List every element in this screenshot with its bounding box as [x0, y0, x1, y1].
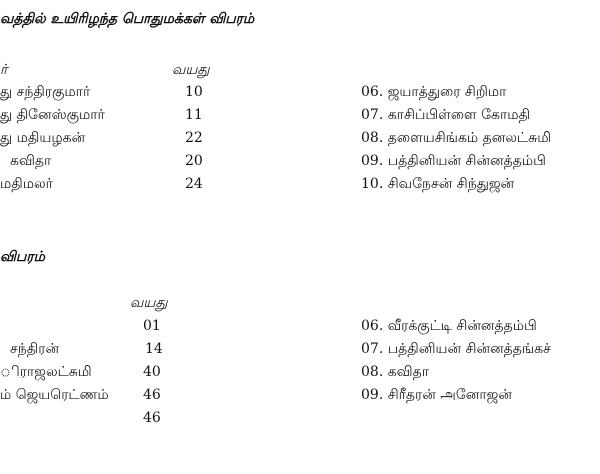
section-1-row-2-right: 07. காசிப்பிள்ளை கோமதி	[361, 107, 531, 123]
section-2-row-3-age: 40	[143, 364, 161, 380]
section-1-row-2-age: 11	[185, 107, 203, 123]
section-2-row-3-name: ிராஜலட்சுமி	[0, 364, 92, 380]
section-1-row-5-name: மதிமலர்	[0, 176, 53, 192]
section-2-row-4-age: 46	[143, 387, 161, 403]
section-1-row-1-age: 10	[185, 84, 203, 100]
section-1-row-5-age: 24	[185, 176, 203, 192]
section-1-row-3-right: 08. தளையசிங்கம் தனலட்சுமி	[361, 130, 551, 146]
section-2-row-4-right: 09. சிரீதரன் அனோஜன்	[361, 387, 512, 403]
section-2-row-4-name: ம் ஜெயரெட்ணம்	[0, 387, 109, 403]
section-1-row-4-right: 09. பத்தினியன் சின்னத்தம்பி	[361, 153, 546, 169]
section-2-title: விபரம்	[0, 249, 45, 265]
section-2-row-3-right: 08. கவிதா	[361, 364, 430, 380]
section-1-row-1-name: து சந்திரகுமார்	[0, 84, 91, 100]
section-2-row-2-right: 07. பத்தினியன் சின்னத்தங்கச்	[361, 341, 551, 357]
section-1-row-1-right: 06. ஜயாத்துரை சிறிமா	[361, 84, 507, 100]
section-1-row-2-name: து தினேஸ்குமார்	[0, 107, 105, 123]
section-2-row-2-age: 14	[145, 341, 163, 357]
section-1-row-4-name: கவிதா	[10, 153, 52, 169]
section-1-row-3-age: 22	[185, 130, 203, 146]
section-1-row-4-age: 20	[185, 153, 203, 169]
section-2-row-1-age: 01	[143, 318, 161, 334]
section-2-row-5-age: 46	[143, 410, 161, 426]
section-1-name-header: ர்	[0, 62, 8, 78]
section-2-row-2-name: சந்திரன்	[10, 341, 60, 357]
section-2-row-1-right: 06. வீரக்குட்டி சின்னத்தம்பி	[361, 318, 537, 334]
section-1-row-5-right: 10. சிவநேசன் சிந்துஜன்	[361, 176, 515, 192]
section-1-row-3-name: து மதியழகன்	[0, 130, 86, 146]
section-2-age-header: வயது	[130, 295, 168, 311]
section-1-title: வத்தில் உயிரிழந்த பொதுமக்கள் விபரம்	[0, 11, 255, 27]
section-1-age-header: வயது	[172, 62, 210, 78]
